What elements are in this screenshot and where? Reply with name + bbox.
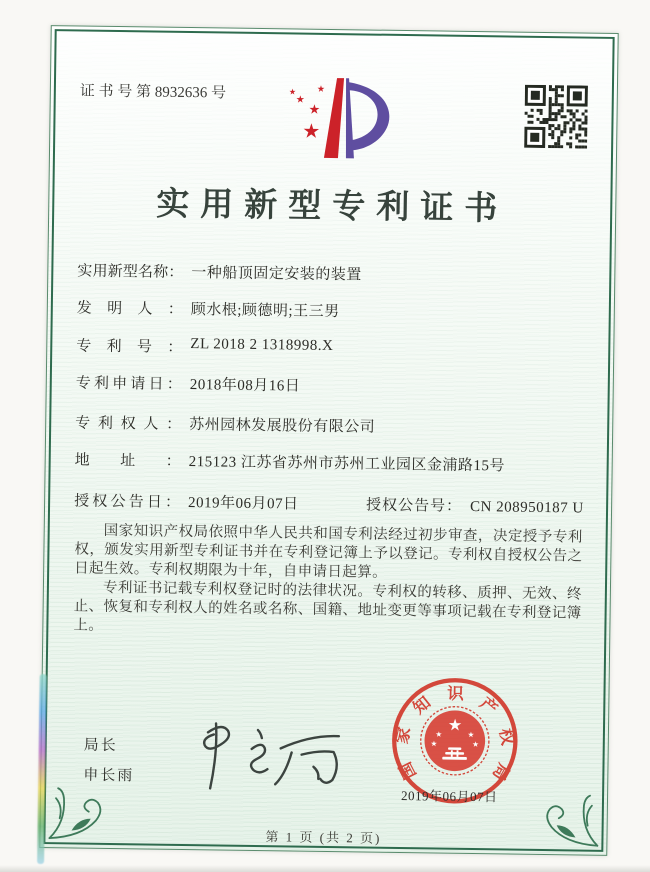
field-value: 2019年06月07日 xyxy=(188,495,299,513)
qr-code xyxy=(524,85,588,149)
field-value: ZL 2018 2 1318998.X xyxy=(190,336,334,355)
logo-star-icon: ★ xyxy=(308,101,321,117)
field-label: 专利申请日： xyxy=(75,375,182,393)
seal-date: 2019年06月07日 xyxy=(400,788,498,805)
cnipa-logo-icon xyxy=(288,69,405,171)
field-value: 一种船顶固定安装的装置 xyxy=(191,265,362,284)
field-label: 实用新型名称： xyxy=(77,263,184,281)
body-paragraph: 国家知识产权局依照中华人民共和国专利法经过初步审查，决定授予专利权，颁发实用新型专利证书并在专利登记簿上予以登记。专利权自授权公告之日起生效。专利权期限为十年，自申请日起算。 xyxy=(74,522,583,581)
field-row xyxy=(76,334,333,359)
emblem-star-icon: ★ xyxy=(467,730,475,740)
director-name-label: 申长雨 xyxy=(83,767,135,785)
certificate-sheet xyxy=(39,25,618,856)
field-value: 215123 江苏省苏州市苏州工业园区金浦路15号 xyxy=(188,454,506,475)
seal-ring-char: 家 xyxy=(392,725,415,746)
field-value: 2018年08月16日 xyxy=(189,377,301,395)
field-label: 专利权人： xyxy=(75,415,182,433)
seal-ring-char: 识 xyxy=(447,684,464,704)
director-signature xyxy=(185,716,358,802)
grant-date-group xyxy=(74,489,299,513)
seal-ring-char: 产 xyxy=(476,693,502,719)
field-value: 顾水根;顾德明;王三男 xyxy=(190,302,340,321)
logo-star-icon: ★ xyxy=(302,120,321,143)
page-number: 第 1 页 (共 2 页) xyxy=(265,829,382,846)
field-row xyxy=(77,296,340,321)
field-label: 授权公告日： xyxy=(74,493,181,511)
legal-text xyxy=(73,521,583,642)
grant-no-group xyxy=(366,494,584,518)
field-row xyxy=(77,259,362,284)
emblem-star-icon: ★ xyxy=(472,739,480,749)
logo-star-icon: ★ xyxy=(288,87,297,97)
emblem-star-icon: ★ xyxy=(447,715,463,735)
emblem-star-icon: ★ xyxy=(435,729,443,739)
emblem-star-icon: ★ xyxy=(430,739,438,749)
seal-ring-char: 局 xyxy=(488,760,514,784)
seal-ring-char: 国 xyxy=(395,758,420,783)
certificate-number: 证 书 号 第 8932636 号 xyxy=(79,83,227,102)
field-row xyxy=(76,371,301,395)
photo-bottom-shadow xyxy=(0,865,650,872)
field-label: 授权公告号： xyxy=(365,497,463,515)
seal-ring-char: 知 xyxy=(409,692,435,718)
field-label: 专利号： xyxy=(76,338,183,356)
field-row xyxy=(75,411,375,436)
seal-ring-char: 权 xyxy=(495,726,518,747)
body-paragraph: 专利证书记载专利权登记时的法律状况。专利权的转移、质押、无效、终止、恢复和专利权人的姓名或名称、国籍、地址变更等事项记载在专利登记簿上。 xyxy=(73,579,582,634)
field-row-grant xyxy=(74,489,584,517)
logo-star-icon: ★ xyxy=(316,83,326,94)
director-title-label: 局长 xyxy=(83,737,118,755)
certificate-title: 实用新型专利证书 xyxy=(156,186,509,228)
field-row xyxy=(75,448,506,475)
field-value: 苏州园林发展股份有限公司 xyxy=(189,417,376,436)
corner-flourish-icon xyxy=(537,785,602,850)
field-label: 发明人： xyxy=(76,300,183,318)
field-label: 地址： xyxy=(74,452,181,470)
logo-star-icon: ★ xyxy=(295,94,305,106)
corner-flourish-icon xyxy=(45,778,110,843)
field-value: CN 208950187 U xyxy=(469,498,584,517)
